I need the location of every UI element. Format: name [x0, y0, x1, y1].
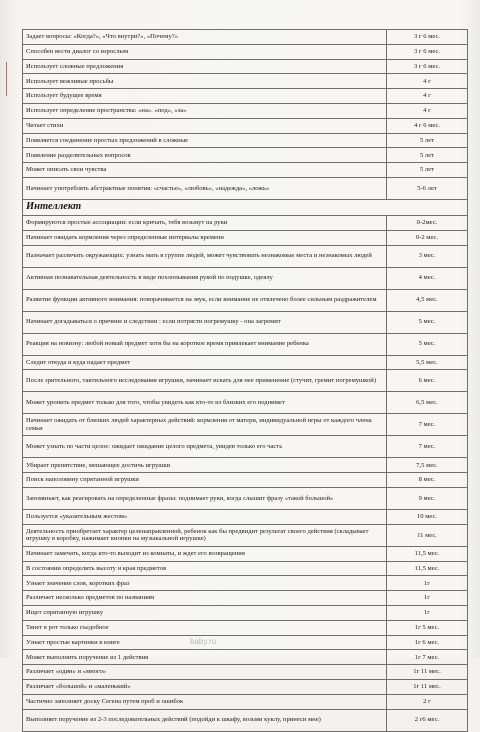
table-row — [23, 561, 468, 576]
age-cell: 5 лет — [387, 133, 468, 148]
age-cell: 4 г — [387, 74, 468, 89]
table-row — [23, 650, 468, 665]
margin-mark — [6, 62, 15, 96]
table-row — [23, 148, 468, 163]
age-cell: 9 мес. — [387, 487, 468, 509]
skill-cell: Выполняет поручение из 2-3 последовательных действий (подойди к шкафу, возьми куклу, принеси мне) — [23, 709, 387, 731]
age-cell: 3 мес. — [387, 245, 468, 267]
age-cell: 2 г6 мес. — [387, 709, 468, 731]
table-row — [23, 133, 468, 148]
table-row — [23, 414, 468, 436]
age-cell: 5 мес. — [387, 311, 468, 333]
skill-cell: Появление разделительных вопросов — [23, 148, 387, 163]
skill-cell: Появляется соединение простых предложений в сложные — [23, 133, 387, 148]
table-row — [23, 605, 468, 620]
age-cell: 6 мес. — [387, 370, 468, 392]
skill-cell: Различает «один» и «много» — [23, 665, 387, 680]
skill-cell: Активная познавательная деятельность в виде похлопывания рукой по подушке, одеялу — [23, 267, 387, 289]
age-cell: 11,5 мес. — [387, 561, 468, 576]
table-row — [23, 118, 468, 133]
skill-cell: Различает несколько предметов по названиям — [23, 591, 387, 606]
skill-cell: Использует будущее время — [23, 89, 387, 104]
section-row — [23, 199, 468, 215]
skill-cell: Может описать свои чувства — [23, 163, 387, 178]
table-row — [23, 89, 468, 104]
table-row — [23, 74, 468, 89]
skill-cell: Начинает догадываться о причине и следствии : если потрясти погремушку - она загремит — [23, 311, 387, 333]
skill-cell: В состоянии определить высоту и края предметов — [23, 561, 387, 576]
age-cell: 7 мес. — [387, 414, 468, 436]
skill-cell: Развитие функции активного внимания: поворачивается на звук, если внимание не отвлечено более сильным раздражителем — [23, 289, 387, 311]
table-row — [23, 679, 468, 694]
table-row — [23, 635, 468, 650]
table-row — [23, 487, 468, 509]
table-row — [23, 355, 468, 370]
age-cell: 11 мес. — [387, 524, 468, 546]
age-cell: 5,5 мес. — [387, 355, 468, 370]
age-cell: 7,5 мес. — [387, 458, 468, 473]
skill-cell: Начинает ожидать кормления через определенные интервалы времени — [23, 230, 387, 245]
skill-cell: Использует сложные предложения — [23, 59, 387, 74]
table-row — [23, 576, 468, 591]
section-header — [23, 199, 468, 215]
age-cell: 3 г 6 мес. — [387, 44, 468, 59]
table-row — [23, 30, 468, 45]
skill-cell: Следит откуда и куда падает предмет — [23, 355, 387, 370]
age-cell: 0-2мес. — [387, 215, 468, 230]
skill-cell: Деятельность приобретает характер целенаправленной, ребенок как бы предвидит результат своего действия (складывает игрушку в коробку, нажимает кнопки на музыкальной игрушке) — [23, 524, 387, 546]
skill-cell: Назначает различать окружающих: узнать мать в группе людей, может чувствовать незнакомые места и незнакомых людей — [23, 245, 387, 267]
table-row — [23, 245, 468, 267]
age-cell: 4 г — [387, 103, 468, 118]
table-row — [23, 509, 468, 524]
skill-cell: Начинает замечать, когда кто-то выходит из комнаты, и ждет его возвращения — [23, 546, 387, 561]
age-cell: 5 лет — [387, 148, 468, 163]
age-cell: 1г 7 мес. — [387, 650, 468, 665]
age-cell: 4,5 мес. — [387, 289, 468, 311]
skill-cell: Начинает ожидать от близких людей характерных действий: кормления от матери, индивидуальной игры от каждого члена семьи — [23, 414, 387, 436]
age-cell: 1г 6 мес. — [387, 635, 468, 650]
skill-cell: Узнает значение слов, коротких фраз — [23, 576, 387, 591]
age-cell: 11,5 мес. — [387, 546, 468, 561]
age-cell: 2 г — [387, 694, 468, 709]
table-row — [23, 215, 468, 230]
age-cell: 1г 11 мес. — [387, 679, 468, 694]
skill-cell: Частично заполняет доску Сегена путем проб и ошибок — [23, 694, 387, 709]
age-cell: 1г — [387, 591, 468, 606]
skill-cell: Может выполнить поручение из 1 действия — [23, 650, 387, 665]
section-title-cell — [23, 199, 468, 215]
table-row — [23, 709, 468, 731]
table-row — [23, 665, 468, 680]
age-cell: 5 мес. — [387, 333, 468, 355]
age-cell: 10 мес. — [387, 509, 468, 524]
skill-cell: Реакция на новизну: любой новый предмет хотя бы на короткое время привлекает внимание ребенка — [23, 333, 387, 355]
skill-cell: Узнает простые картинки в книге — [23, 635, 387, 650]
table-row — [23, 694, 468, 709]
age-cell: 0-2 мес. — [387, 230, 468, 245]
age-cell: 3 г 6 мес. — [387, 59, 468, 74]
table-row — [23, 333, 468, 355]
skill-cell: Может узнать по части целое: ожидает ожидание целого предмета, увидев только его часть — [23, 436, 387, 458]
speech-rows — [23, 30, 468, 200]
watermark-center: baby.ru — [190, 637, 217, 646]
table-row — [23, 546, 468, 561]
table-row — [23, 163, 468, 178]
age-cell: 4 г 6 мес. — [387, 118, 468, 133]
skill-cell: После зрительного, тактильного исследования игрушки, начинает искать для нее применение (стучит, гремит погремушкой) — [23, 370, 387, 392]
table-row — [23, 44, 468, 59]
table-row — [23, 289, 468, 311]
skill-cell: Задает вопросы: «Когда?», «Что внутри?», «Почему?» — [23, 30, 387, 45]
table-row — [23, 311, 468, 333]
age-cell: 3 г 6 мес. — [387, 30, 468, 45]
skill-cell: Может уронить предмет только для того, чтобы увидеть как кто-то из близких его поднимет — [23, 392, 387, 414]
skill-cell: Убирает препятствие, мешающее достичь игрушки — [23, 458, 387, 473]
development-table — [22, 29, 468, 732]
table-row — [23, 370, 468, 392]
table-row — [23, 230, 468, 245]
skill-cell: Использует определение пространства: «на». «под», «за» — [23, 103, 387, 118]
table-row — [23, 177, 468, 199]
table-row — [23, 591, 468, 606]
age-cell: 1г 11 мес. — [387, 665, 468, 680]
skill-cell: Начинает употреблять абстрактные понятия: «счастье», «любовь», «надежда», «ложь» — [23, 177, 387, 199]
age-cell: 6,5 мес. — [387, 392, 468, 414]
skill-cell: Читает стихи — [23, 118, 387, 133]
section-title: Интеллект — [26, 201, 82, 213]
age-cell: 5-6 лет — [387, 177, 468, 199]
skill-cell: Формируются простые ассоциации: если кричать, тебя возьмут на руки — [23, 215, 387, 230]
table-row — [23, 524, 468, 546]
intellect-rows — [23, 215, 468, 731]
table-row — [23, 103, 468, 118]
skill-cell: Пользуется «указательным жестом» — [23, 509, 387, 524]
table-row — [23, 59, 468, 74]
age-cell: 1г 5 мес. — [387, 620, 468, 635]
skill-cell: Поиск наполовину спрятанной игрушки — [23, 473, 387, 488]
age-cell: 4 мес. — [387, 267, 468, 289]
skill-cell: Запоминает, как реагировать на определенные фразы: поднимает руки, когда слышит фразу «такой большой» — [23, 487, 387, 509]
table-row — [23, 436, 468, 458]
skill-cell: Использует вежливые просьбы — [23, 74, 387, 89]
age-cell: 7 мес. — [387, 436, 468, 458]
table-row — [23, 392, 468, 414]
table-row — [23, 267, 468, 289]
table-row — [23, 473, 468, 488]
skill-cell: Ищет спрятанную игрушку — [23, 605, 387, 620]
age-cell: 1г — [387, 576, 468, 591]
age-cell: 5 лет — [387, 163, 468, 178]
skill-cell: Различает «большой» и «маленький» — [23, 679, 387, 694]
age-cell: 8 мес. — [387, 473, 468, 488]
table-row — [23, 458, 468, 473]
skill-cell: Тянет в рот только съедобное — [23, 620, 387, 635]
age-cell: 4 г — [387, 89, 468, 104]
table-row — [23, 620, 468, 635]
age-cell: 1г — [387, 605, 468, 620]
skill-cell: Способен вести диалог со взрослым — [23, 44, 387, 59]
